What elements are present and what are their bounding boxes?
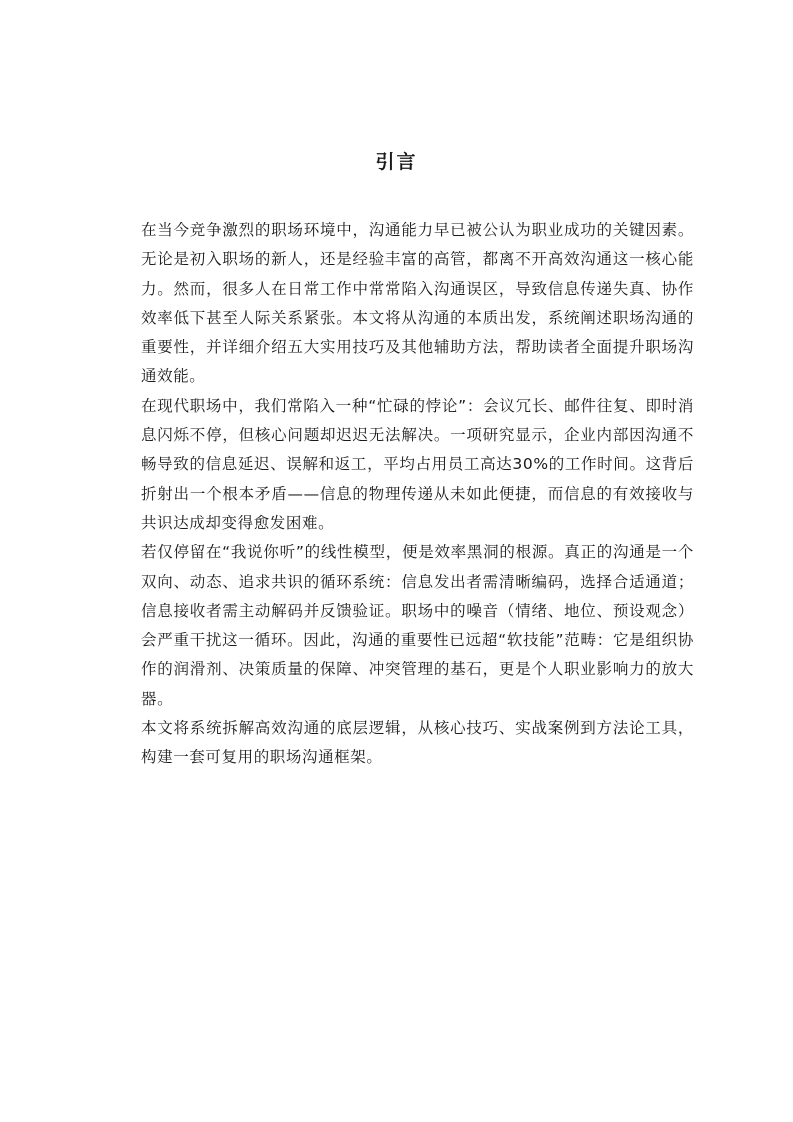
paragraph-4: 本文将系统拆解高效沟通的底层逻辑，从核心技巧、实战案例到方法论工具，构建一套可复用的职场沟通框架。 <box>141 719 694 767</box>
body-text <box>141 216 694 773</box>
paragraph-1: 在当今竞争激烈的职场环境中，沟通能力早已被公认为职业成功的关键因素。无论是初入职场的新人，还是经验丰富的高管，都离不开高效沟通这一核心能力。然而，很多人在日常工作中常常陷入沟通误区，导致信息传递失真、协作效率低下甚至人际关系紧张。本文将从沟通的本质出发，系统阐述职场沟通的重要性，并详细介绍五大实用技巧及其他辅助方法，帮助读者全面提升职场沟通效能。 <box>141 221 694 386</box>
paragraph-3: 若仅停留在“我说你听”的线性模型，便是效率黑洞的根源。真正的沟通是一个双向、动态、追求共识的循环系统：信息发出者需清晰编码，选择合适通道；信息接收者需主动解码并反馈验证。职场中的噪音（情绪、地位、预设观念）会严重干扰这一循环。因此，沟通的重要性已远超“软技能”范畴：它是组织协作的润滑剂、决策质量的保障、冲突管理的基石，更是个人职业影响力的放大器。 <box>141 543 694 708</box>
paragraph-2: 在现代职场中，我们常陷入一种“忙碌的悖论”：会议冗长、邮件往复、即时消息闪烁不停，但核心问题却迟迟无法解决。一项研究显示，企业内部因沟通不畅导致的信息延迟、误解和返工，平均占用员工高达30%的工作时间。这背后折射出一个根本矛盾——信息的物理传递从未如此便捷，而信息的有效接收与共识达成却变得愈发困难。 <box>141 396 694 532</box>
page-title: 引言 <box>375 151 418 173</box>
